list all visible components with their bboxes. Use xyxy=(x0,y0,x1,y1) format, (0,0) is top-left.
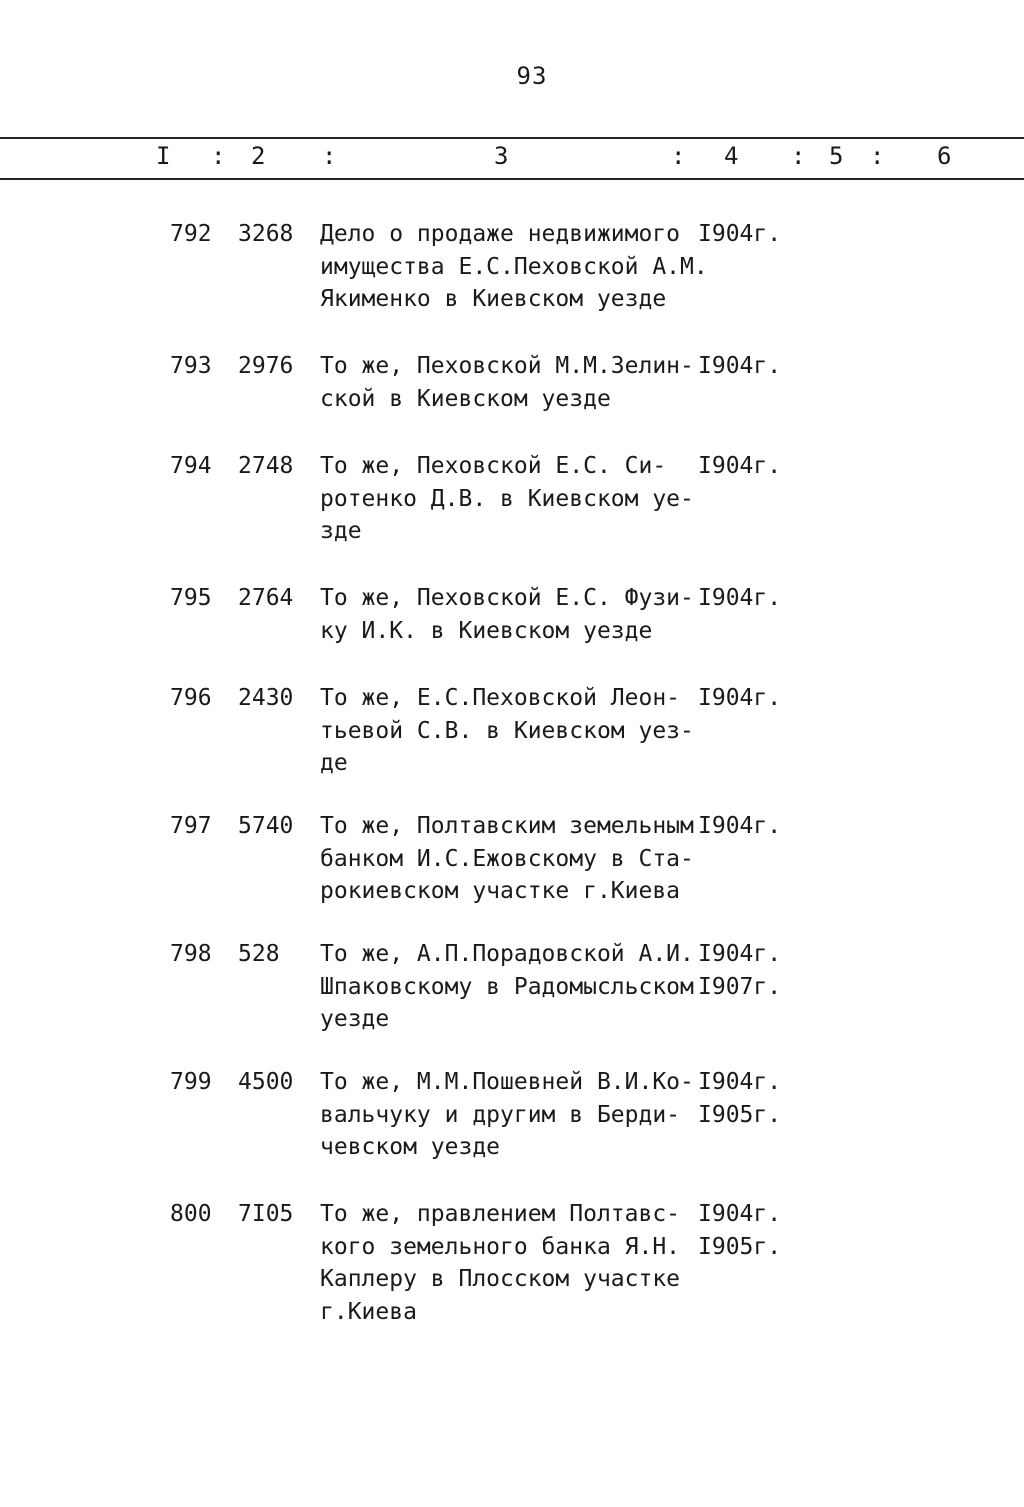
entry-code: 528 xyxy=(238,941,280,967)
column-header-1: I xyxy=(156,142,171,170)
entry-number: 792 xyxy=(170,221,212,247)
column-header-2: 2 xyxy=(251,142,266,170)
description-line: То же, Е.С.Пеховской Леон- xyxy=(320,685,681,711)
description-line: тьевой С.В. в Киевском уез- xyxy=(320,717,694,744)
column-separator: : xyxy=(671,142,686,170)
entry-years xyxy=(698,1198,781,1263)
entry-description xyxy=(320,682,700,780)
column-header-3: 3 xyxy=(494,142,509,170)
entry-year: I907г. xyxy=(698,973,782,1000)
column-separator: : xyxy=(211,142,226,170)
entry-description xyxy=(320,450,700,548)
entry-code: 4500 xyxy=(238,1069,294,1095)
entry-number: 800 xyxy=(170,1201,212,1227)
entry-code: 2430 xyxy=(238,685,294,711)
description-line: чевском уезде xyxy=(320,1134,501,1160)
column-separator: : xyxy=(791,142,806,170)
entry-description xyxy=(320,582,700,647)
description-line: рокиевском участке г.Киева xyxy=(320,878,681,904)
entry-number: 793 xyxy=(170,353,212,379)
page-number: 93 xyxy=(516,62,548,90)
entry-description xyxy=(320,1066,700,1164)
column-header-5: 5 xyxy=(829,142,844,170)
entry-year: I904г. xyxy=(698,941,782,967)
description-line: То же, Пеховской Е.С. Си- xyxy=(320,453,667,479)
entry-year: I904г. xyxy=(698,813,782,839)
entry-years xyxy=(698,1066,781,1131)
column-header-6: 6 xyxy=(937,142,952,170)
entry-year: I904г. xyxy=(698,453,782,479)
entry-year: I905г. xyxy=(698,1233,782,1260)
description-line: То же, А.П.Порадовской А.И. xyxy=(320,941,694,967)
entry-code: 2748 xyxy=(238,453,294,479)
entry-year: I904г. xyxy=(698,585,782,611)
entry-number: 797 xyxy=(170,813,212,839)
description-line: Дело о продаже недвижимого xyxy=(320,221,681,247)
entry-year: I904г. xyxy=(698,353,782,379)
entry-year: I904г. xyxy=(698,1201,782,1227)
description-line: вальчуку и другим в Берди- xyxy=(320,1101,681,1128)
description-line: Каплеру в Плосском участке xyxy=(320,1266,681,1292)
header-rule-bottom xyxy=(0,178,1024,180)
entry-years xyxy=(698,810,781,843)
description-line: ской в Киевском уезде xyxy=(320,385,611,412)
entry-number: 799 xyxy=(170,1069,212,1095)
entry-number: 794 xyxy=(170,453,212,479)
entry-years xyxy=(698,218,781,251)
description-line: банком И.С.Ежовскому в Ста- xyxy=(320,845,694,872)
description-line: имущества Е.С.Пеховской А.М. xyxy=(320,253,708,280)
entry-years xyxy=(698,682,781,715)
entry-number: 795 xyxy=(170,585,212,611)
description-line: То же, Пеховской М.М.Зелин- xyxy=(320,353,694,379)
entry-year: I905г. xyxy=(698,1101,782,1128)
description-line: ку И.К. в Киевском уезде xyxy=(320,617,653,644)
entry-description xyxy=(320,1198,700,1328)
entry-code: 5740 xyxy=(238,813,294,839)
description-line: зде xyxy=(320,518,362,544)
entry-years xyxy=(698,350,781,383)
column-header-4: 4 xyxy=(724,142,739,170)
column-separator: : xyxy=(322,142,337,170)
description-line: Шпаковскому в Радомысльском xyxy=(320,973,694,1000)
entry-description xyxy=(320,938,700,1036)
description-line: То же, правлением Полтавс- xyxy=(320,1201,681,1227)
description-line: Якименко в Киевском уезде xyxy=(320,286,667,312)
entry-number: 798 xyxy=(170,941,212,967)
entry-code: 3268 xyxy=(238,221,294,247)
entry-years xyxy=(698,938,781,1003)
entry-code: 2764 xyxy=(238,585,294,611)
column-separator: : xyxy=(870,142,885,170)
entry-description xyxy=(320,350,700,415)
description-line: ротенко Д.В. в Киевском уе- xyxy=(320,485,694,512)
entry-year: I904г. xyxy=(698,685,782,711)
entry-years xyxy=(698,582,781,615)
entry-code: 2976 xyxy=(238,353,294,379)
entry-code: 7I05 xyxy=(238,1201,294,1227)
entry-year: I904г. xyxy=(698,221,782,247)
description-line: То же, Полтавским земельным xyxy=(320,813,694,839)
description-line: г.Киева xyxy=(320,1298,417,1325)
header-rule-top xyxy=(0,137,1024,139)
entry-years xyxy=(698,450,781,483)
entry-year: I904г. xyxy=(698,1069,782,1095)
description-line: уезде xyxy=(320,1006,390,1032)
entry-description xyxy=(320,810,700,908)
description-line: де xyxy=(320,750,348,776)
description-line: То же, Пеховской Е.С. Фузи- xyxy=(320,585,694,611)
entry-description xyxy=(320,218,708,316)
column-header-row xyxy=(0,142,1024,174)
entry-number: 796 xyxy=(170,685,212,711)
description-line: кого земельного банка Я.Н. xyxy=(320,1233,681,1260)
description-line: То же, М.М.Пошевней В.И.Ко- xyxy=(320,1069,694,1095)
